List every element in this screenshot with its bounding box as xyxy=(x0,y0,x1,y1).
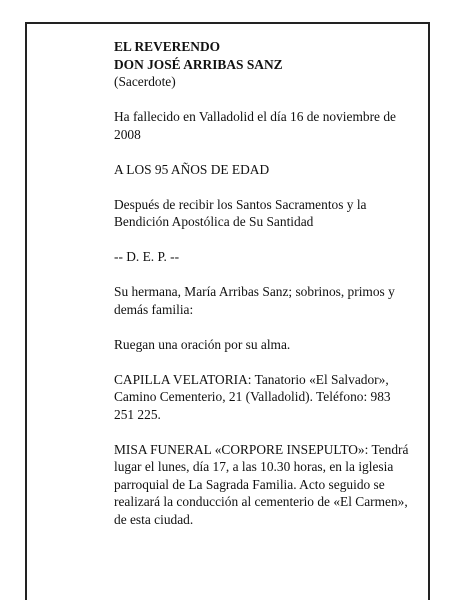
name-block xyxy=(114,38,414,91)
border-left xyxy=(25,22,27,600)
border-right xyxy=(428,22,430,600)
prayer-line: Ruegan una oración por su alma. xyxy=(114,336,291,352)
chapel-info: CAPILLA VELATORIA: Tanatorio «El Salvador», Camino Cementerio, 21 (Valladolid). Teléfono: 983 251 225. xyxy=(114,371,391,422)
border-top xyxy=(25,22,430,24)
sacraments-line: Después de recibir los Santos Sacramentos y la Bendición Apostólica de Su Santidad xyxy=(114,196,367,229)
deceased-role: (Sacerdote) xyxy=(114,74,176,89)
deceased-name: DON JOSÉ ARRIBAS SANZ xyxy=(114,56,283,72)
obituary-notice xyxy=(114,38,414,528)
death-announcement: Ha fallecido en Valladolid el día 16 de noviembre de 2008 xyxy=(114,109,396,142)
age-line: A LOS 95 AÑOS DE EDAD xyxy=(114,161,270,177)
family-line: Su hermana, María Arribas Sanz; sobrinos, primos y demás familia: xyxy=(114,284,395,317)
funeral-info: MISA FUNERAL «CORPORE INSEPULTO»: Tendrá lugar el lunes, día 17, a las 10.30 horas, en la iglesia parroquial de La Sagrada Familia. Acto seguido se realizará la conducción al cementerio de «El Carmen», de esta ciudad. xyxy=(114,441,409,527)
rip-line: -- D. E. P. -- xyxy=(114,249,180,264)
title-line: EL REVERENDO xyxy=(114,39,221,54)
